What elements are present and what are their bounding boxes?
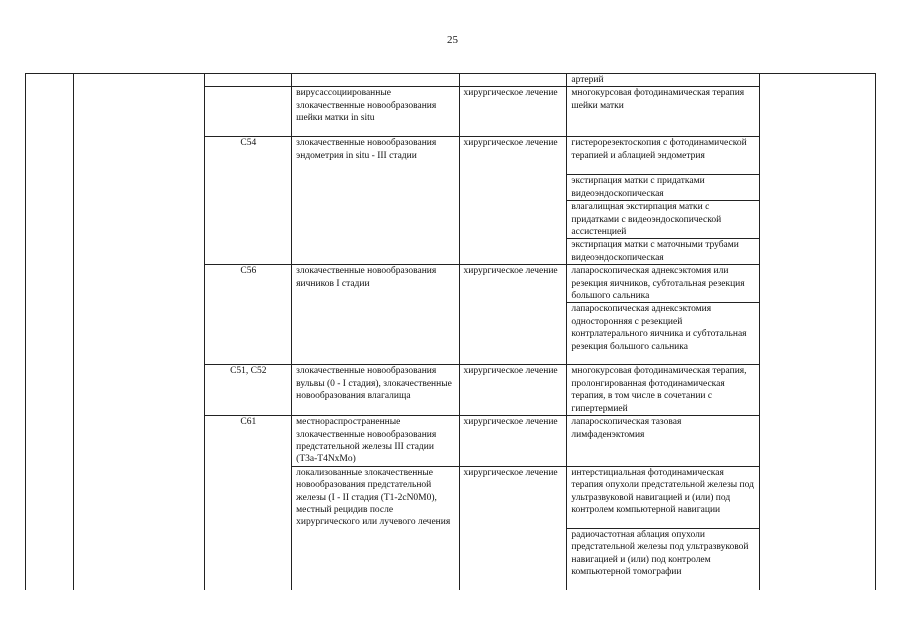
cell-method: лапароскопическая аднексэктомия или резекция яичников, субтотальная резекция большого сальника	[567, 265, 760, 303]
cell-diagnosis: местнораспространенные злокачественные новообразования предстательной железы III стадии (T3a-T4NxMo)	[292, 416, 459, 467]
cell-method: артерий	[567, 74, 760, 87]
cell-diagnosis: злокачественные новообразования яичников I стадии	[292, 265, 459, 365]
cell-diagnosis: злокачественные новообразования вульвы (0 - I стадия), злокачественные новообразования влагалища	[292, 365, 459, 416]
cell-code: C56	[205, 265, 292, 365]
page-number: 25	[447, 34, 458, 46]
cell-method: лапароскопическая аднексэктомия односторонняя с резекцией контрлатерального яичника и субтотальная резекция большого сальника	[567, 303, 760, 365]
cell-treatment: хирургическое лечение	[459, 87, 567, 137]
cell-method: интерстициальная фотодинамическая терапия опухоли предстательной железы под ультразвуковой навигацией и (или) под контролем компьютерной навигации	[567, 466, 760, 528]
cell-diagnosis	[292, 74, 459, 87]
cell-treatment	[459, 74, 567, 87]
cell-code: C54	[205, 137, 292, 265]
cell-treatment: хирургическое лечение	[459, 466, 567, 590]
cell-code	[205, 74, 292, 87]
cell-code	[205, 87, 292, 137]
medical-services-table	[25, 73, 876, 590]
cell-diagnosis: локализованные злокачественные новообразования предстательной железы (I - II стадия (T1-2cN0M0), местный рецидив после хирургического или лучевого лечения	[292, 466, 459, 590]
table-row	[26, 74, 876, 87]
cell-treatment: хирургическое лечение	[459, 416, 567, 467]
cell-method: радиочастотная аблация опухоли предстательной железы под ультразвуковой навигацией и (или) под контролем компьютерной томографии	[567, 528, 760, 590]
cell-method: лапароскопическая тазовая лимфаденэктомия	[567, 416, 760, 467]
cell-method: экстирпация матки с придатками видеоэндоскопическая	[567, 175, 760, 201]
cell-col2	[74, 74, 205, 591]
cell-diagnosis: вирусассоциированные злокачественные новообразования шейки матки in situ	[292, 87, 459, 137]
cell-col7	[760, 74, 876, 591]
cell-treatment: хирургическое лечение	[459, 137, 567, 265]
cell-col1	[26, 74, 74, 591]
cell-code: C61	[205, 416, 292, 591]
cell-method: влагалищная экстирпация матки с придатками с видеоэндоскопической ассистенцией	[567, 201, 760, 239]
cell-code: C51, C52	[205, 365, 292, 416]
cell-method: экстирпация матки с маточными трубами видеоэндоскопическая	[567, 239, 760, 265]
cell-method: многокурсовая фотодинамическая терапия, пролонгированная фотодинамическая терапия, в том числе в сочетании с гипертермией	[567, 365, 760, 416]
cell-treatment: хирургическое лечение	[459, 365, 567, 416]
cell-treatment: хирургическое лечение	[459, 265, 567, 365]
cell-method: гистерорезектоскопия с фотодинамической терапией и аблацией эндометрия	[567, 137, 760, 175]
cell-diagnosis: злокачественные новообразования эндометрия in situ - III стадии	[292, 137, 459, 265]
cell-method: многокурсовая фотодинамическая терапия шейки матки	[567, 87, 760, 137]
